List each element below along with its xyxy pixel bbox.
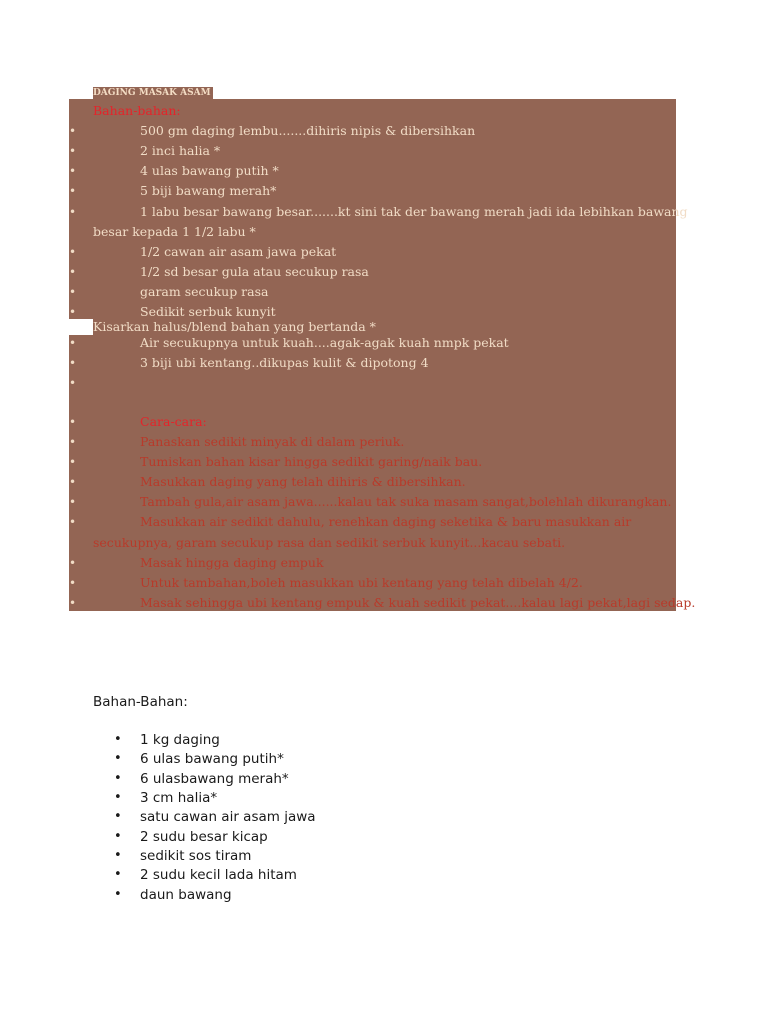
list-item: 3 biji ubi kentang..dikupas kulit & dipotong 4 xyxy=(140,355,429,370)
list-item: 1 labu besar bawang besar.......kt sini tak der bawang merah jadi ida lebihkan bawang xyxy=(140,204,688,219)
list-bullet: • xyxy=(69,596,77,610)
list-bullet: • xyxy=(69,515,77,529)
list-item: 2 inci halia * xyxy=(140,143,221,158)
list-bullet: • xyxy=(69,184,77,198)
list-item: daun bawang xyxy=(140,887,232,903)
list-item: 1/2 cawan air asam jawa pekat xyxy=(140,244,337,259)
list-bullet: • xyxy=(114,771,122,786)
list-item: 4 ulas bawang putih * xyxy=(140,163,279,178)
step-item: Masukkan daging yang telah dihiris & dibersihkan. xyxy=(140,474,466,489)
list-bullet: • xyxy=(69,164,77,178)
list-item: 3 cm halia* xyxy=(140,790,218,806)
step-item: Tambah gula,air asam jawa......kalau tak suka masam sangat,bolehlah dikurangkan. xyxy=(140,494,672,509)
list-item: satu cawan air asam jawa xyxy=(140,809,316,825)
list-bullet: • xyxy=(69,356,77,370)
list-bullet: • xyxy=(69,415,77,429)
second-bahan-heading: Bahan-Bahan: xyxy=(93,694,188,710)
list-bullet: • xyxy=(69,435,77,449)
list-bullet: • xyxy=(114,867,122,882)
list-bullet: • xyxy=(69,124,77,138)
list-bullet: • xyxy=(69,576,77,590)
list-item: 1/2 sd besar gula atau secukup rasa xyxy=(140,264,369,279)
list-item: 500 gm daging lembu.......dihiris nipis & dibersihkan xyxy=(140,123,476,138)
recipe-title: DAGING MASAK ASAM xyxy=(93,88,211,98)
bahan-heading: Bahan-bahan: xyxy=(93,103,181,118)
list-bullet: • xyxy=(69,265,77,279)
step-item: Tumiskan bahan kisar hingga sedikit garing/naik bau. xyxy=(140,454,483,469)
list-item-continued: besar kepada 1 1/2 labu * xyxy=(93,224,256,239)
step-item: Masukkan air sedikit dahulu, renehkan daging seketika & baru masukkan air xyxy=(140,514,632,529)
list-bullet: • xyxy=(69,475,77,489)
list-bullet: • xyxy=(69,285,77,299)
list-bullet: • xyxy=(114,887,122,902)
blend-note: Kisarkan halus/blend bahan yang bertanda * xyxy=(93,319,376,334)
blend-note-gap xyxy=(69,319,93,335)
list-bullet: • xyxy=(114,751,122,766)
cara-heading: Cara-cara: xyxy=(140,414,207,429)
list-bullet: • xyxy=(69,144,77,158)
list-item: sedikit sos tiram xyxy=(140,848,252,864)
step-item: Masak hingga daging empuk xyxy=(140,555,324,570)
list-bullet: • xyxy=(69,336,77,350)
step-item-continued: secukupnya, garam secukup rasa dan sedikit serbuk kunyit...kacau sebati. xyxy=(93,535,566,550)
list-item: 5 biji bawang merah* xyxy=(140,183,277,198)
list-bullet: • xyxy=(114,829,122,844)
list-item: 2 sudu kecil lada hitam xyxy=(140,867,297,883)
list-bullet: • xyxy=(114,848,122,863)
list-item: 6 ulas bawang putih* xyxy=(140,751,284,767)
list-bullet: • xyxy=(69,205,77,219)
list-item: garam secukup rasa xyxy=(140,284,269,299)
list-bullet: • xyxy=(69,245,77,259)
list-bullet: • xyxy=(114,809,122,824)
list-item: 1 kg daging xyxy=(140,732,220,748)
list-bullet: • xyxy=(69,305,77,319)
list-bullet: • xyxy=(69,376,77,390)
list-bullet: • xyxy=(69,556,77,570)
list-bullet: • xyxy=(114,790,122,805)
step-item: Untuk tambahan,boleh masukkan ubi kentang yang telah dibelah 4/2. xyxy=(140,575,583,590)
list-item: Air secukupnya untuk kuah....agak-agak kuah nmpk pekat xyxy=(140,335,509,350)
list-bullet: • xyxy=(69,495,77,509)
step-item: Masak sehingga ubi kentang empuk & kuah sedikit pekat....kalau lagi pekat,lagi sedap. xyxy=(140,595,696,610)
list-bullet: • xyxy=(114,732,122,747)
list-item: 2 sudu besar kicap xyxy=(140,829,268,845)
list-bullet: • xyxy=(69,455,77,469)
step-item: Panaskan sedikit minyak di dalam periuk. xyxy=(140,434,405,449)
list-item: Sedikit serbuk kunyit xyxy=(140,304,276,319)
list-item: 6 ulasbawang merah* xyxy=(140,771,289,787)
